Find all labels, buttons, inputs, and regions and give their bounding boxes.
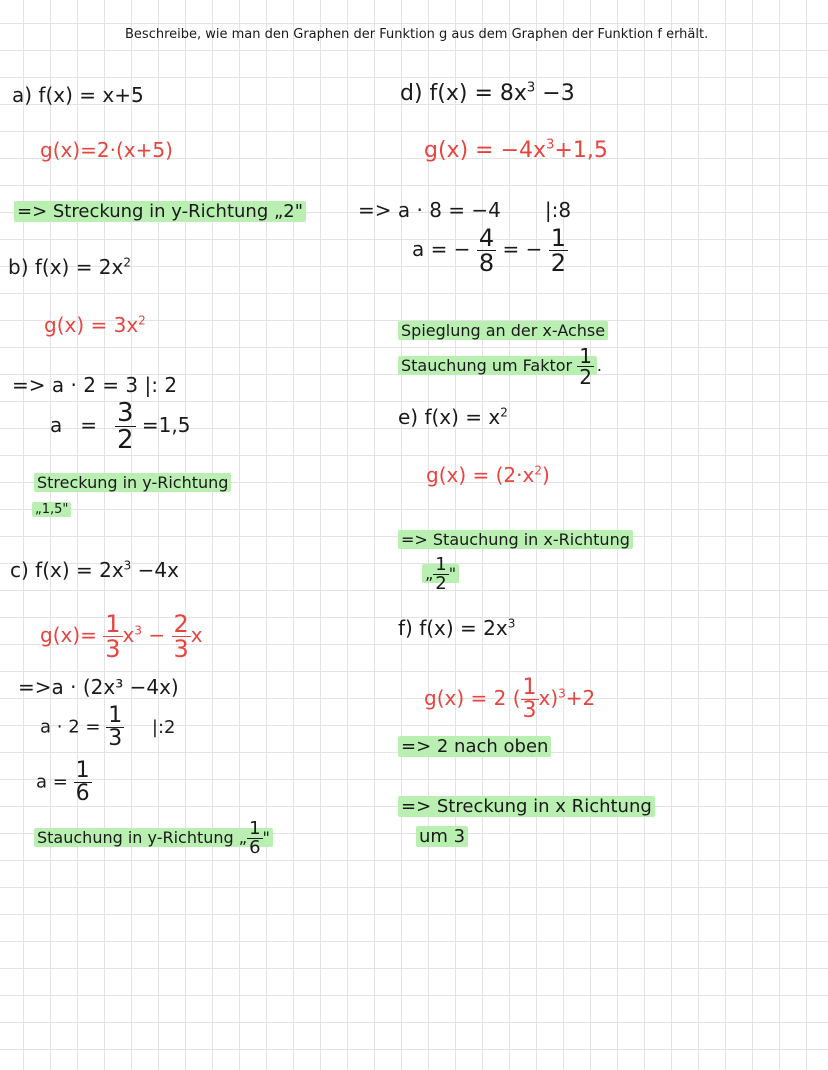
d-result2-pre: Stauchung um Faktor [401, 356, 578, 375]
a-f-line [12, 85, 144, 105]
d-result1-text: Spieglung an der x-Achse [398, 321, 608, 340]
c-g-d2: 3 [173, 635, 189, 663]
c-g-frac2 [172, 612, 191, 661]
e-result2-n: 1 [435, 554, 447, 575]
b-step2 [50, 400, 190, 453]
d-step2-mid: = − [502, 237, 543, 261]
f-g-d: 3 [522, 698, 537, 723]
f-f-line [398, 618, 515, 638]
f-g-exp: 3 [558, 686, 566, 701]
d-f-exp: 3 [526, 80, 536, 96]
c-step2-frac [106, 705, 124, 750]
e-f-exp: 2 [500, 405, 508, 420]
c-g-exp: 3 [134, 623, 143, 638]
c-result-d: 6 [249, 837, 261, 858]
d-result2-n: 1 [579, 344, 592, 368]
b-f-exp: 2 [123, 255, 132, 270]
b-step2-tail: =1,5 [141, 413, 191, 437]
e-g-line [426, 465, 550, 485]
d-g-tail: +1,5 [554, 138, 608, 163]
d-step1-text: => a · 8 = −4 [358, 198, 501, 222]
f-result3 [416, 828, 468, 846]
d-result2 [398, 346, 602, 387]
b-step1: => a · 2 = 3 |: 2 [12, 373, 178, 397]
c-g-mid: x [122, 623, 135, 647]
c-step3 [36, 760, 92, 805]
f-result1 [398, 738, 551, 756]
e-result2-pill [422, 554, 459, 594]
task-title: Beschreibe, wie man den Graphen der Funktion g aus dem Graphen der Funktion f erhält. [125, 27, 709, 42]
d-step2-d2: 2 [550, 249, 567, 277]
c-g-frac1 [103, 612, 122, 661]
c-g-x: x [190, 623, 203, 647]
b-g-line [44, 315, 146, 335]
b-result2 [32, 503, 71, 516]
d-f-label: d) f(x) = 8x [400, 81, 527, 106]
e-result2-pre: „ [425, 564, 434, 583]
e-g-exp: 2 [534, 463, 542, 478]
c-result-post: " [262, 828, 270, 847]
c-result-pill [34, 818, 273, 858]
f-result3-text: um 3 [416, 826, 468, 847]
b-f-line [8, 257, 131, 277]
b-result-text: Streckung in y-Richtung [34, 473, 231, 492]
c-g-d1: 3 [105, 635, 121, 663]
f-f-label: f) f(x) = 2x [398, 616, 508, 640]
c-step2-div: |:2 [151, 716, 176, 738]
d-step2-pre: a = − [412, 237, 471, 261]
b-result2-text: „1,5" [32, 502, 71, 517]
d-g-exp: 3 [546, 137, 555, 153]
d-step2-d: 8 [478, 249, 495, 277]
c-g-n2: 2 [173, 610, 189, 638]
a-f-expr: x+5 [102, 83, 144, 107]
b-step2-num: 3 [116, 398, 134, 428]
a-result [14, 203, 306, 221]
e-g-label: g(x) = (2·x [426, 463, 535, 487]
d-step2-n2: 1 [550, 224, 567, 252]
d-step2-n: 4 [478, 224, 495, 252]
b-step2-a: a [50, 413, 63, 437]
b-g-exp: 2 [138, 313, 146, 328]
e-result2 [422, 556, 459, 593]
c-g-line [40, 612, 203, 661]
f-g-line [424, 677, 595, 722]
c-result-frac [247, 820, 262, 857]
c-step1: =>a · (2x³ −4x) [18, 675, 179, 699]
a-result-text: => Streckung in y-Richtung „2" [14, 201, 306, 222]
b-step2-den: 2 [116, 425, 134, 455]
c-step2-n: 1 [108, 703, 123, 728]
f-result2 [398, 798, 655, 816]
d-f-tail: −3 [535, 81, 575, 106]
a-g-line: g(x)=2·(x+5) [40, 138, 173, 162]
f-result2-text: => Streckung in x Richtung [398, 796, 655, 817]
d-step2 [412, 226, 568, 275]
b-step2-frac [115, 400, 136, 453]
d-step2-frac2 [549, 226, 568, 275]
f-result1-text: => 2 nach oben [398, 736, 551, 757]
c-step2-d: 3 [108, 726, 123, 751]
e-result2-post: " [448, 564, 457, 583]
c-step3-d: 6 [75, 781, 90, 806]
c-result-pre: Stauchung in y-Richtung „ [37, 828, 248, 847]
c-g-n1: 1 [105, 610, 121, 638]
d-result2-d: 2 [579, 365, 592, 389]
b-f-label: b) f(x) = 2x [8, 255, 124, 279]
f-g-n: 1 [522, 675, 537, 700]
c-result [34, 820, 273, 857]
c-g-minus: − [142, 623, 166, 647]
c-g-label: g(x)= [40, 623, 104, 647]
f-f-exp: 3 [507, 616, 516, 631]
d-g-label: g(x) = −4x [424, 138, 547, 163]
c-f-line [10, 560, 179, 580]
c-step2 [40, 705, 176, 750]
d-g-line [424, 137, 608, 163]
d-result1 [398, 323, 608, 339]
d-result2-post: . [596, 356, 603, 375]
d-result2-pill [398, 344, 597, 389]
b-g-label: g(x) = 3x [44, 313, 139, 337]
b-result [34, 475, 231, 491]
e-result [398, 532, 633, 548]
e-result-text: => Stauchung in x-Richtung [398, 530, 633, 549]
e-f-label: e) f(x) = x [398, 405, 501, 429]
f-g-frac [521, 677, 539, 722]
b-step2-eq: = [80, 413, 97, 437]
c-step3-n: 1 [75, 758, 90, 783]
d-f-line [400, 80, 575, 106]
d-step2-frac1 [477, 226, 496, 275]
e-result2-frac [433, 556, 448, 593]
e-g-tail: ) [541, 463, 550, 487]
f-g-x: x) [538, 686, 559, 710]
a-f-label: a) f(x) = [12, 83, 103, 107]
c-step2-pre: a · 2 = [40, 716, 107, 738]
d-step1 [358, 200, 571, 220]
c-step3-pre: a = [36, 771, 74, 793]
d-result2-frac [577, 346, 594, 387]
c-step3-frac [74, 760, 92, 805]
e-result2-d: 2 [435, 573, 447, 594]
e-f-line [398, 407, 508, 427]
f-g-tail: +2 [565, 686, 596, 710]
c-result-n: 1 [249, 818, 261, 839]
d-step1-div: |:8 [544, 198, 572, 222]
f-g-label: g(x) = 2 ( [424, 686, 521, 710]
c-f-exp: 3 [123, 558, 132, 573]
c-f-tail: −4x [131, 558, 179, 582]
c-f-label: c) f(x) = 2x [10, 558, 124, 582]
